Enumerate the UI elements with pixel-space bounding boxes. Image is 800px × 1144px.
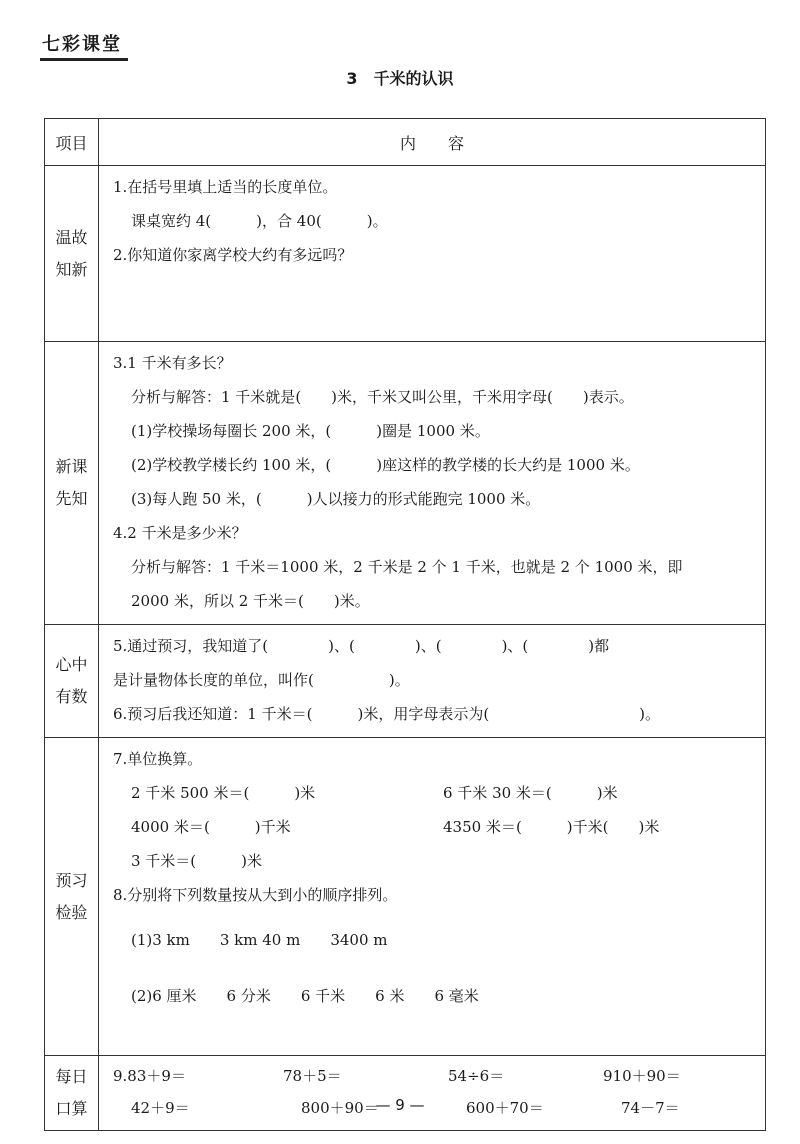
section-name-check: 预习 检验 (45, 738, 99, 1056)
question-5: 5.通过预习，我知道了( )、( )、( )、( )都 (113, 637, 610, 655)
section-name-new: 新课 先知 (45, 342, 99, 625)
section-content-daily (99, 1056, 766, 1131)
math-item: 54÷6＝ (448, 1067, 505, 1085)
section-name-daily: 每日 口算 (45, 1056, 99, 1131)
question-3-part-3: (3)每人跑 50 米，( )人以接力的形式能跑完 1000 米。 (131, 490, 541, 508)
math-item: 600＋70＝ (466, 1099, 544, 1117)
question-1-blank: 课桌宽约 4( )，合 40( )。 (131, 212, 388, 230)
question-7: 7.单位换算。 (113, 750, 203, 768)
section-check (45, 738, 766, 1056)
section-name-mind: 心中 有数 (45, 625, 99, 738)
conversion-item: 6 千米 30 米＝( )米 (443, 784, 618, 802)
question-4-analysis: 分析与解答：1 千米＝1000 米，2 千米是 2 个 1 千米，也就是 2 个 1000 米，即 (131, 558, 683, 576)
section-name-review: 温故 知新 (45, 166, 99, 342)
math-item: 78＋5＝ (283, 1067, 342, 1085)
order-item-2: (2)6 厘米 6 分米 6 千米 6 米 6 毫米 (131, 987, 479, 1005)
question-4-answer: 2000 米，所以 2 千米＝( )米。 (131, 592, 370, 610)
table-header-row (45, 119, 766, 166)
conversion-item: 4000 米＝( )千米 (131, 818, 291, 836)
lesson-title: 3 千米的认识 (346, 69, 454, 88)
column-header-item: 项目 (45, 119, 99, 166)
question-6: 6.预习后我还知道：1 千米＝( )米，用字母表示为( )。 (113, 705, 661, 723)
section-mind (45, 625, 766, 738)
question-3-analysis: 分析与解答：1 千米就是( )米，千米又叫公里，千米用字母( )表示。 (131, 388, 634, 406)
page-number: — 9 — (375, 1096, 425, 1114)
question-5-cont: 是计量物体长度的单位，叫作( )。 (113, 671, 410, 689)
question-3-part-2: (2)学校教学楼长约 100 米，( )座这样的教学楼的长大约是 1000 米。 (131, 456, 640, 474)
section-content-review (99, 166, 766, 342)
math-item: 910＋90＝ (603, 1067, 681, 1085)
question-8: 8.分别将下列数量按从大到小的顺序排列。 (113, 886, 398, 904)
section-content-new (99, 342, 766, 625)
conversion-item: 3 千米＝( )米 (131, 852, 263, 870)
order-item-1: (1)3 km 3 km 40 m 3400 m (131, 931, 388, 949)
conversion-grid (113, 776, 755, 878)
math-item: 42＋9＝ (131, 1099, 190, 1117)
question-2: 2.你知道你家离学校大约有多远吗？ (113, 246, 353, 264)
section-content-mind (99, 625, 766, 738)
math-item: 800＋90＝ (301, 1099, 379, 1117)
section-daily (45, 1056, 766, 1131)
section-content-check (99, 738, 766, 1056)
brand-logo: 七彩课堂 (40, 30, 128, 61)
mental-math-row-1 (113, 1060, 755, 1092)
section-review (45, 166, 766, 342)
question-3-part-1: (1)学校操场每圈长 200 米，( )圈是 1000 米。 (131, 422, 490, 440)
question-4: 4.2 千米是多少米？ (113, 524, 247, 542)
question-3: 3.1 千米有多长？ (113, 354, 232, 372)
math-item: 74－7＝ (621, 1099, 680, 1117)
conversion-item: 2 千米 500 米＝( )米 (131, 784, 316, 802)
column-header-content: 内 容 (99, 119, 766, 166)
conversion-item: 4350 米＝( )千米( )米 (443, 818, 660, 836)
worksheet-table (44, 118, 766, 1131)
math-item: 9.83＋9＝ (113, 1067, 186, 1085)
section-new (45, 342, 766, 625)
question-1: 1.在括号里填上适当的长度单位。 (113, 178, 338, 196)
